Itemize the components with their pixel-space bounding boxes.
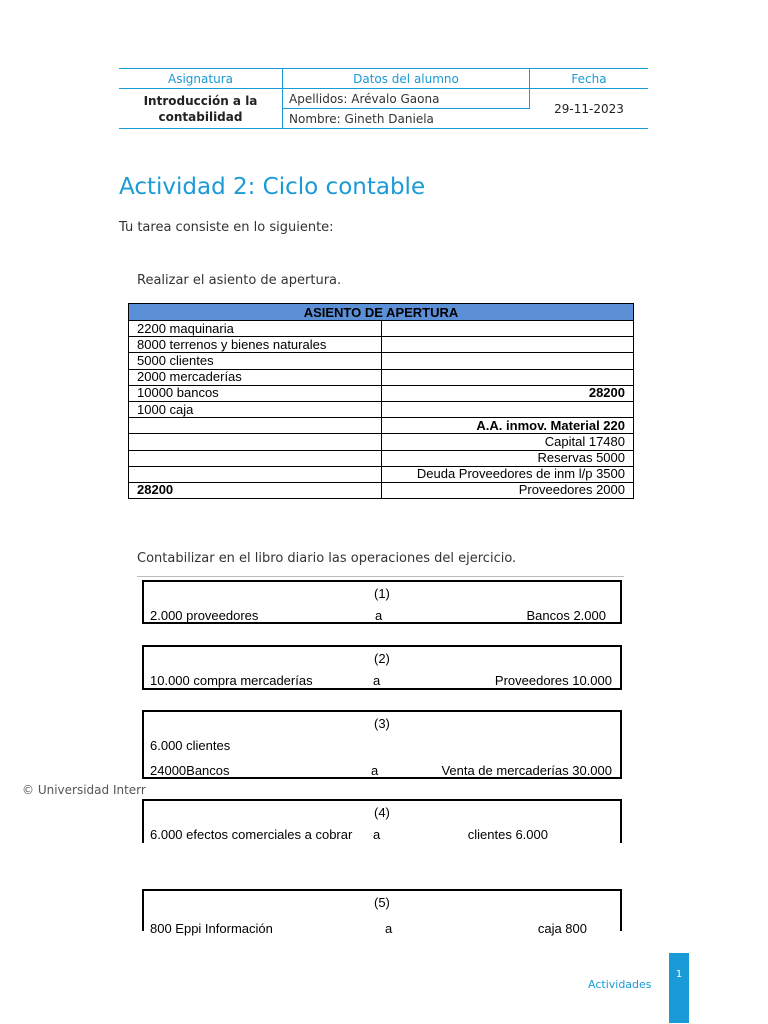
entry-number: (4) [374,805,390,820]
header-col-date: Fecha [530,69,649,89]
table-row [129,353,634,369]
journal-entry-4 [142,799,622,843]
apertura-left: 2200 maquinaria [129,321,382,337]
name-cell: Nombre: Gineth Daniela [283,109,530,129]
entry-number: (3) [374,716,390,731]
apertura-left: 5000 clientes [129,353,382,369]
page-title: Actividad 2: Ciclo contable [119,174,426,200]
apertura-right: Capital 17480 [382,434,634,450]
apertura-right [382,337,634,353]
entry-number: (1) [374,586,390,601]
table-row [129,466,634,482]
entry-debit: 2.000 proveedores [150,608,259,623]
entry-a: a [385,921,393,936]
table-row [129,450,634,466]
apertura-right [382,353,634,369]
apertura-right: 28200 [382,385,634,401]
apertura-left [129,450,382,466]
footer-section-label: Actividades [588,978,652,991]
entry-credit: clientes 6.000 [467,827,548,842]
apertura-right: A.A. inmov. Material 220 [382,418,634,434]
bullet-item-2: Contabilizar en el libro diario las operaciones del ejercicio. [137,551,517,566]
apertura-left [129,418,382,434]
apertura-left: 8000 terrenos y bienes naturales [129,337,382,353]
entry-a: a [373,673,381,688]
apertura-right: Reservas 5000 [382,450,634,466]
apertura-left: 1000 caja [129,401,382,417]
surname-cell: Apellidos: Arévalo Gaona [283,89,530,109]
entry-credit: Bancos 2.000 [526,608,606,623]
table-row [129,321,634,337]
journal-entry-3 [142,710,622,779]
apertura-left: 28200 [129,482,382,498]
header-col-subject: Asignatura [119,69,283,89]
apertura-right [382,321,634,337]
apertura-left [129,434,382,450]
entry-number: (2) [374,651,390,666]
entry-debit: 6.000 clientes [150,738,231,753]
table-row [129,369,634,385]
page-number: 1 [669,953,689,1023]
entry-debit: 24000Bancos [150,763,230,778]
journal-entry-5 [142,889,622,936]
apertura-right: Deuda Proveedores de inm l/p 3500 [382,466,634,482]
table-row [129,434,634,450]
apertura-right: Proveedores 2000 [382,482,634,498]
table-row [129,385,634,401]
table-row [129,337,634,353]
footer-copyright: © Universidad Interr [22,783,146,797]
table-row [129,482,634,498]
subject-cell: Introducción a la contabilidad [119,89,283,129]
entry-credit: caja 800 [537,921,587,936]
entry-credit: Proveedores 10.000 [494,673,612,688]
apertura-left: 2000 mercaderías [129,369,382,385]
apertura-title: ASIENTO DE APERTURA [129,304,634,321]
entry-number: (5) [374,895,390,910]
apertura-right [382,401,634,417]
divider [137,576,624,577]
date-cell: 29-11-2023 [530,89,649,129]
entry-debit: 800 Eppi Información [150,921,273,936]
header-table [119,68,648,129]
entry-credit: Venta de mercaderías 30.000 [441,763,612,778]
intro-text: Tu tarea consiste en lo siguiente: [119,220,334,235]
header-col-student: Datos del alumno [283,69,530,89]
apertura-right [382,369,634,385]
entry-a: a [373,827,381,842]
entry-debit: 6.000 efectos comerciales a cobrar [150,827,353,842]
journal-entry-1 [142,580,622,624]
table-row [129,401,634,417]
journal-entry-2 [142,645,622,690]
entry-a: a [375,608,383,623]
apertura-left: 10000 bancos [129,385,382,401]
table-row [129,418,634,434]
bullet-item-1: Realizar el asiento de apertura. [137,273,342,288]
apertura-left [129,466,382,482]
apertura-table [128,303,634,499]
entry-debit: 10.000 compra mercaderías [150,673,313,688]
entry-a: a [371,763,379,778]
